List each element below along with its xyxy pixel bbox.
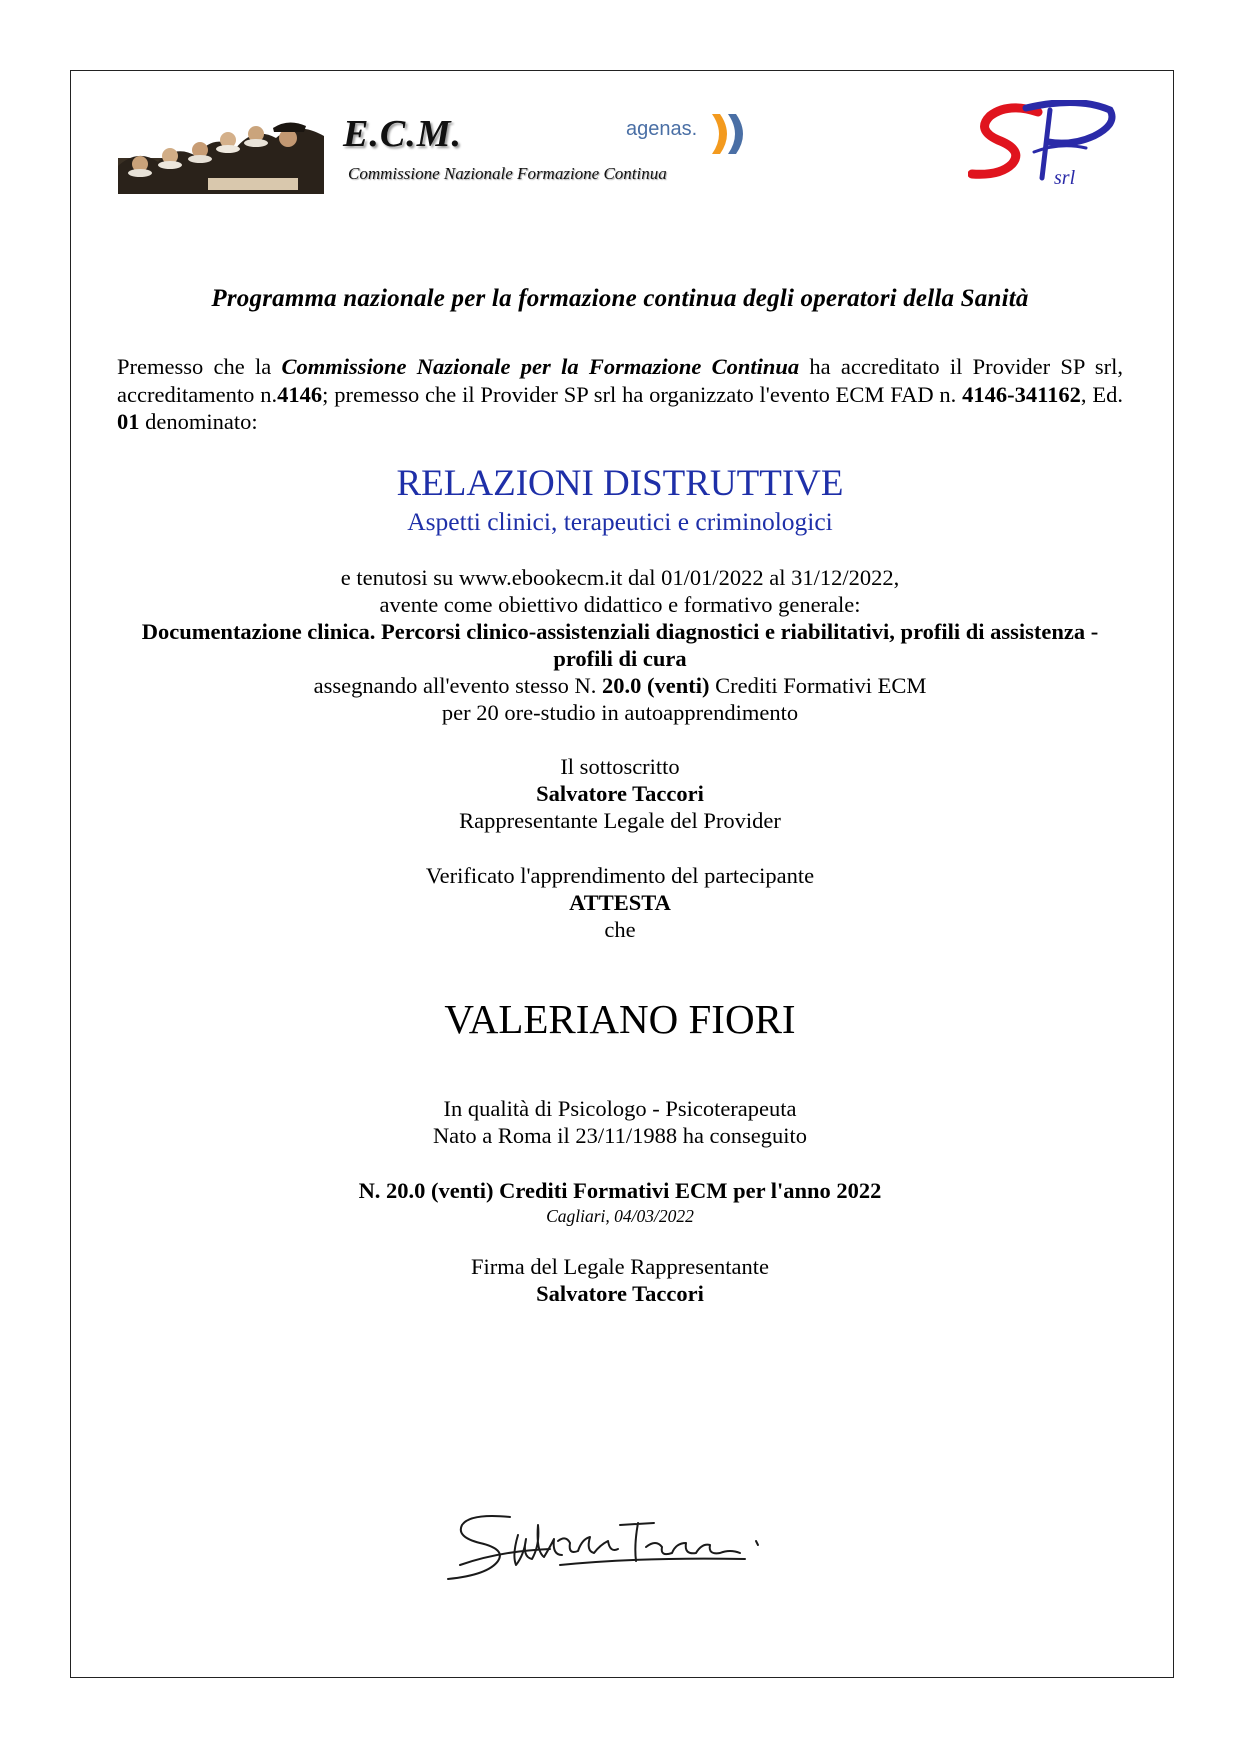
participant-name: VALERIANO FIORI <box>444 996 796 1042</box>
agenas-logo <box>626 112 746 156</box>
signer-role: Rappresentante Legale del Provider <box>459 808 781 833</box>
premessa-text: ; premesso che il Provider SP srl ha organizzato l'evento ECM FAD n. <box>322 381 963 407</box>
event-credits-value: 20.0 (venti) <box>602 673 710 698</box>
agenas-mark-icon <box>708 112 748 156</box>
sp-srl-suffix: srl <box>1054 167 1076 189</box>
edition-number: 01 <box>117 409 140 434</box>
study-hours: per 20 ore-studio in autoapprendimento <box>441 700 799 725</box>
ecm-subtitle: Commissione Nazionale Formazione Continua <box>348 164 667 183</box>
accreditation-number: 4146 <box>277 381 323 407</box>
verified-text: Verificato l'apprendimento del partecipante <box>425 863 815 888</box>
objective-intro: avente come obiettivo didattico e formativo generale: <box>379 592 861 617</box>
participant-profile <box>117 1095 1123 1149</box>
agenas-wordmark: agenas. <box>626 118 698 140</box>
handwritten-signature <box>440 1495 790 1595</box>
legal-representative-block <box>117 1253 1123 1307</box>
premessa-paragraph <box>117 353 1123 436</box>
sp-srl-logo-mark <box>968 100 1118 192</box>
credits-awarded: N. 20.0 (venti) Crediti Formativi ECM per l'anno 2022 <box>358 1178 882 1203</box>
signature-label: Firma del Legale Rappresentante <box>470 1254 769 1279</box>
objective-text: Documentazione clinica. Percorsi clinico-assistenziali diagnostici e riabilitativi, profili di assistenza - profili di cura <box>141 619 1099 671</box>
event-credits <box>117 672 1123 699</box>
participant-qualification: In qualità di Psicologo - Psicoterapeuta <box>443 1096 797 1121</box>
attesta-heading: ATTESTA <box>569 890 671 915</box>
signer-block <box>117 753 1123 834</box>
commission-name: Commissione Nazionale per la Formazione Continua <box>281 354 800 379</box>
premessa-text: Premesso che la <box>117 354 282 379</box>
event-credits-text: assegnando all'evento stesso N. <box>313 673 602 698</box>
place-date: Cagliari, 04/03/2022 <box>546 1206 694 1226</box>
signer-name: Salvatore Taccori <box>536 781 704 806</box>
signer-intro: Il sottoscritto <box>560 754 680 779</box>
sp-srl-logo <box>968 100 1118 192</box>
premessa-text: denominato: <box>139 409 258 434</box>
course-title: RELAZIONI DISTRUTTIVE <box>396 463 844 504</box>
participant-birth: Nato a Roma il 23/11/1988 ha conseguito <box>432 1123 808 1148</box>
anatomy-lesson-painting-image <box>118 118 324 194</box>
attestation-block <box>117 862 1123 943</box>
legal-representative-name: Salvatore Taccori <box>536 1281 704 1306</box>
event-details <box>117 564 1123 726</box>
program-title: Programma nazionale per la formazione continua degli operatori della Sanità <box>211 285 1029 312</box>
course-subtitle: Aspetti clinici, terapeutici e criminologici <box>407 507 833 536</box>
che-text: che <box>604 917 636 942</box>
premessa-text: , Ed. <box>1080 381 1124 407</box>
event-credits-text: Crediti Formativi ECM <box>709 673 927 698</box>
ecm-title: E.C.M. <box>343 113 462 155</box>
premessa-text: ha accreditato il Provider SP srl, accreditamento n. <box>117 354 1123 407</box>
event-dates: e tenutosi su www.ebookecm.it dal 01/01/2022 al 31/12/2022, <box>340 565 900 590</box>
event-number: 4146-341162 <box>962 381 1081 407</box>
